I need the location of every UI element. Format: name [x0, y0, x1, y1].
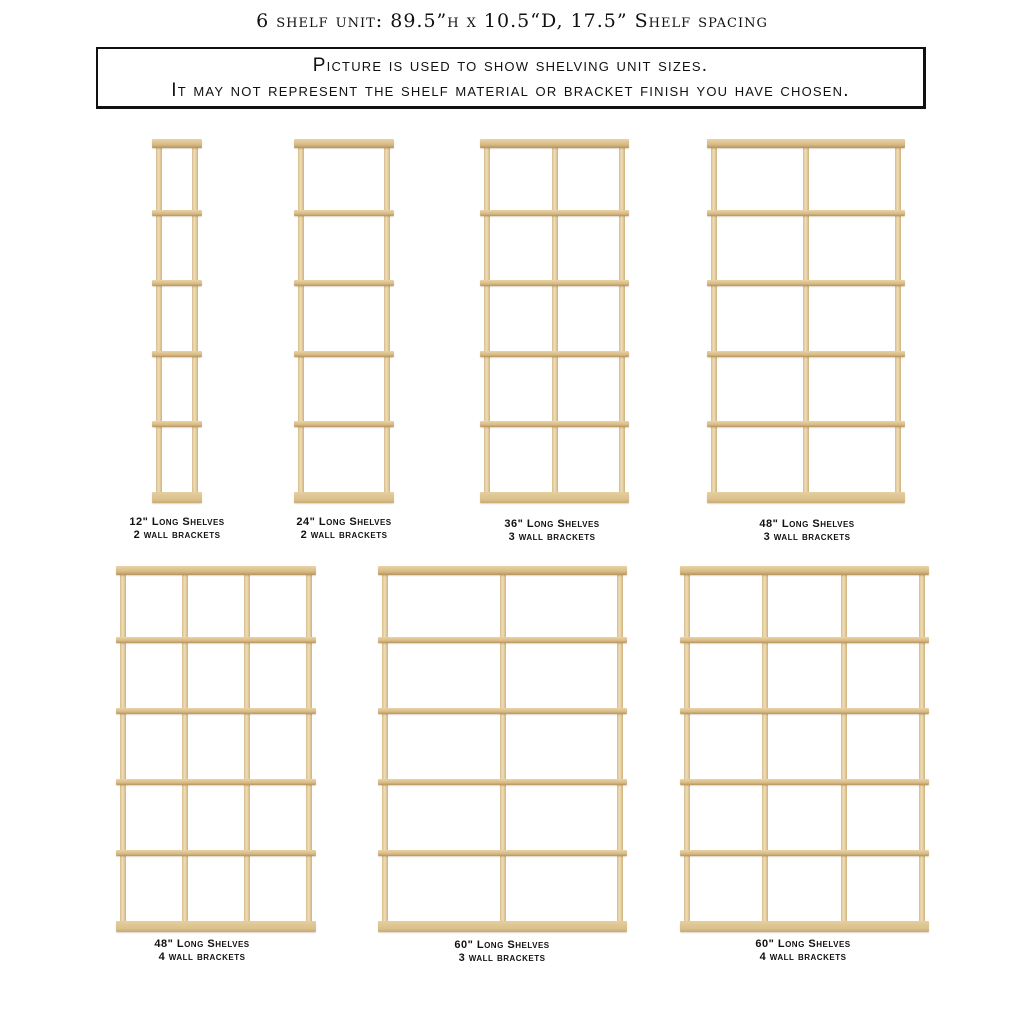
shelf — [294, 210, 394, 216]
wall-bracket — [156, 145, 162, 497]
top-shelf — [116, 566, 316, 575]
caption-24 — [254, 516, 434, 542]
shelf — [378, 779, 627, 785]
caption-48-4 — [112, 938, 292, 964]
wall-bracket — [619, 145, 625, 497]
wall-bracket — [711, 145, 717, 497]
caption-60-3 — [412, 939, 592, 965]
shelving-unit-36-inch — [480, 139, 629, 503]
shelving-unit-24-inch — [294, 139, 394, 503]
shelving-unit-48-inch-3 — [707, 139, 905, 503]
caption-length: 60" Long Shelves — [454, 939, 550, 951]
caption-brackets: 4 wall brackets — [759, 951, 847, 963]
shelf — [152, 421, 202, 427]
shelf — [680, 779, 929, 785]
shelf — [294, 351, 394, 357]
wall-bracket — [244, 572, 250, 926]
wall-bracket — [841, 572, 847, 926]
wall-bracket — [803, 145, 809, 497]
wall-bracket — [382, 572, 388, 926]
wall-bracket — [684, 572, 690, 926]
bottom-shelf — [707, 492, 905, 503]
shelf — [378, 850, 627, 856]
shelf — [294, 421, 394, 427]
wall-bracket — [384, 145, 390, 497]
top-shelf — [680, 566, 929, 575]
wall-bracket — [298, 145, 304, 497]
wall-bracket — [762, 572, 768, 926]
top-shelf — [378, 566, 627, 575]
shelving-unit-60-inch-4 — [680, 566, 929, 932]
shelving-unit-60-inch-3 — [378, 566, 627, 932]
wall-bracket — [552, 145, 558, 497]
bottom-shelf — [480, 492, 629, 503]
shelf — [480, 280, 629, 286]
disclaimer-line-2: It may not represent the shelf material or bracket finish you have chosen. — [171, 80, 850, 101]
shelf — [707, 210, 905, 216]
caption-length: 12" Long Shelves — [129, 516, 225, 528]
wall-bracket — [120, 572, 126, 926]
caption-length: 48" Long Shelves — [759, 518, 855, 530]
bottom-shelf — [294, 492, 394, 503]
wall-bracket — [192, 145, 198, 497]
bottom-shelf — [116, 921, 316, 932]
caption-brackets: 2 wall brackets — [300, 529, 388, 541]
caption-brackets: 3 wall brackets — [508, 531, 596, 543]
caption-length: 24" Long Shelves — [296, 516, 392, 528]
shelf — [152, 210, 202, 216]
shelf — [152, 280, 202, 286]
bottom-shelf — [378, 921, 627, 932]
top-shelf — [707, 139, 905, 148]
wall-bracket — [182, 572, 188, 926]
shelf — [378, 708, 627, 714]
caption-brackets: 4 wall brackets — [158, 951, 246, 963]
top-shelf — [294, 139, 394, 148]
caption-length: 36" Long Shelves — [504, 518, 600, 530]
wall-bracket — [895, 145, 901, 497]
shelving-unit-48-inch-4 — [116, 566, 316, 932]
shelf — [116, 637, 316, 643]
wall-bracket — [617, 572, 623, 926]
caption-brackets: 2 wall brackets — [133, 529, 221, 541]
caption-60-4 — [713, 938, 893, 964]
shelf — [680, 850, 929, 856]
shelf — [152, 351, 202, 357]
shelf — [707, 421, 905, 427]
shelf — [707, 280, 905, 286]
shelf — [116, 850, 316, 856]
caption-36 — [462, 518, 642, 544]
top-shelf — [152, 139, 202, 148]
bottom-shelf — [680, 921, 929, 932]
shelf — [680, 637, 929, 643]
bottom-shelf — [152, 492, 202, 503]
caption-brackets: 3 wall brackets — [763, 531, 851, 543]
shelf — [480, 210, 629, 216]
shelf — [378, 637, 627, 643]
caption-length: 60" Long Shelves — [755, 938, 851, 950]
shelf — [680, 708, 929, 714]
shelf — [480, 351, 629, 357]
shelf — [294, 280, 394, 286]
wall-bracket — [484, 145, 490, 497]
shelving-unit-12-inch — [152, 139, 202, 503]
shelf — [116, 708, 316, 714]
caption-12 — [87, 516, 267, 542]
disclaimer-line-1: Picture is used to show shelving unit sizes. — [312, 55, 709, 76]
wall-bracket — [306, 572, 312, 926]
shelf — [707, 351, 905, 357]
shelf — [116, 779, 316, 785]
caption-length: 48" Long Shelves — [154, 938, 250, 950]
wall-bracket — [919, 572, 925, 926]
shelf — [480, 421, 629, 427]
caption-brackets: 3 wall brackets — [458, 952, 546, 964]
wall-bracket — [500, 572, 506, 926]
spec-title: 6 shelf unit: 89.5”h x 10.5“D, 17.5” Shelf spacing — [256, 10, 768, 32]
disclaimer-box — [96, 47, 926, 109]
caption-48-3 — [717, 518, 897, 544]
top-shelf — [480, 139, 629, 148]
